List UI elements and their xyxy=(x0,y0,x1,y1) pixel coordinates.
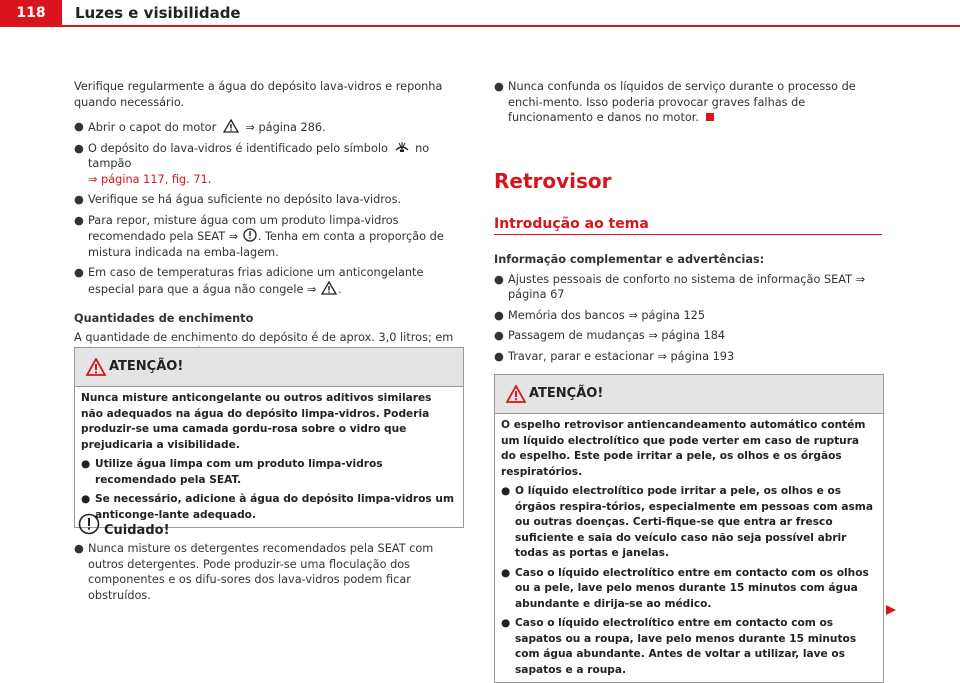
bullet-icon: ● xyxy=(494,272,504,286)
bullet-icon: ● xyxy=(501,566,511,579)
bullet-icon: ● xyxy=(74,213,84,227)
list-item: ● Para repor, misture água com um produto limpa-vidros recomendado pela SEAT ⇒ . Tenha em conta a proporção de mistura indicada na emba-lagem. xyxy=(74,213,444,259)
list-item: ● Verifique se há água suficiente no depósito lava-vidros. xyxy=(74,193,402,206)
continue-arrow-icon[interactable] xyxy=(885,604,897,616)
list-item: ● Se necessário, adicione à água do depósito limpa-vidros um anticonge-lante adequado. xyxy=(81,493,454,521)
list-item: ● Nunca confunda os líquidos de serviço durante o processo de enchi-mento. Isso poderia provocar graves falhas de funcionamento e danos no motor. xyxy=(494,80,856,124)
warning-text: Nunca misture anticongelante ou outros aditivos similares não adequados na água do depósito limpa-vidros. Poderia produzir-se uma camada gordu-rosa sobre o vidro que prejudicaria a visibilidade. xyxy=(81,392,432,451)
bullet-icon: ● xyxy=(74,266,84,279)
bullet-icon: ● xyxy=(494,329,504,342)
info-section xyxy=(494,252,884,364)
warning-title: ATENÇÃO! xyxy=(109,359,184,374)
intro-text: Verifique regularmente a água do depósito lava-vidros e reponha quando necessário. xyxy=(74,80,443,109)
bullet-icon: ● xyxy=(81,493,91,505)
section-title: Retrovisor xyxy=(494,169,612,193)
sub-text: A quantidade de enchimento do depósito é de aprox. 3,0 litros; em xyxy=(74,330,454,344)
sub-heading: Quantidades de enchimento xyxy=(74,312,254,325)
warning-box xyxy=(74,347,464,528)
subsection-title: Introdução ao tema xyxy=(494,216,882,235)
end-square-icon xyxy=(706,113,714,121)
warning-triangle-icon xyxy=(321,281,337,295)
caution-icon xyxy=(78,513,100,535)
warning-title: ATENÇÃO! xyxy=(529,386,604,401)
list-item: ● O líquido electrolítico pode irritar a pele, os olhos e os órgãos respira-tórios, especialmente em pessoas com asma ou outras doenças. Certi-fique-se que entra ar fresco suficiente e saia do veículo caso não seja possível abrir todas as portas e janelas. xyxy=(501,485,873,559)
warning-body xyxy=(495,413,883,682)
warning-body xyxy=(75,386,463,527)
warning-triangle-icon xyxy=(506,385,526,403)
list-item: ● Utilize água limpa com um produto limpa-vidros recomendado pela SEAT. xyxy=(81,458,383,486)
bullet-icon: ● xyxy=(74,193,84,206)
page-number: 118 xyxy=(0,0,62,27)
header-rule xyxy=(62,25,960,27)
bullet-icon: ● xyxy=(74,120,84,133)
list-item: ● Passagem de mudanças ⇒ página 184 xyxy=(494,329,726,342)
warning-triangle-icon xyxy=(86,358,106,376)
list-item: ● Nunca misture os detergentes recomendados pela SEAT com outros detergentes. Pode produzir-se uma floculação dos componentes e os difu-sores dos lava-vidros podem ficar obstruídos. xyxy=(74,542,434,602)
list-item: ● Caso o líquido electrolítico entre em contacto com os sapatos ou a roupa, lave pelo menos durante 15 minutos com água abundante. Antes de voltar a utilizar, lave os sapatos e a roupa. xyxy=(501,617,857,676)
list-item: ● Caso o líquido electrolítico entre em contacto com os olhos ou a pele, lave pelo menos durante 15 minutos com água abundante e dirija-se ao médico. xyxy=(501,566,869,610)
bullet-icon: ● xyxy=(501,485,511,497)
bullet-icon: ● xyxy=(494,80,504,93)
washer-fluid-symbol-icon xyxy=(394,141,410,153)
left-column xyxy=(74,79,464,361)
warning-triangle-icon xyxy=(223,119,239,133)
warning-text: O espelho retrovisor antiencandeamento automático contém um líquido electrolítico que pode verter em caso de ruptura do espelho. Este pode irritar a pele, os olhos e os órgãos respiratórios. xyxy=(501,419,866,478)
caution-icon xyxy=(243,228,257,242)
caution-body xyxy=(74,541,464,603)
right-column xyxy=(494,79,884,126)
bullet-icon: ● xyxy=(74,542,84,555)
warning-header xyxy=(75,348,463,386)
page-title: Luzes e visibilidade xyxy=(75,4,241,22)
bullet-icon: ● xyxy=(494,349,504,363)
list-item: ● Abrir o capot do motor ⇒ página 286. xyxy=(74,120,326,134)
list-item: ● Memória dos bancos ⇒ página 125 xyxy=(494,308,706,322)
caution-title: Cuidado! xyxy=(104,523,170,538)
list-item: ● Em caso de temperaturas frias adicione um anticongelante especial para que a água não congele ⇒ . xyxy=(74,266,424,296)
warning-box xyxy=(494,374,884,683)
page-link[interactable]: ⇒ página 117, fig. 71 xyxy=(88,172,208,186)
warning-header xyxy=(495,375,883,413)
list-item: ● O depósito do lava-vidros é identificado pelo símbolo no tampão ⇒ página 117, fig. 71. xyxy=(74,141,430,186)
bullet-icon: ● xyxy=(494,308,504,322)
list-item: ● Ajustes pessoais de conforto no sistema de informação SEAT ⇒ página 67 xyxy=(494,272,866,301)
bullet-icon: ● xyxy=(81,458,91,470)
list-item: ● Travar, parar e estacionar ⇒ página 193 xyxy=(494,349,735,363)
bullet-icon: ● xyxy=(501,617,511,629)
bullet-icon: ● xyxy=(74,141,84,155)
info-heading: Informação complementar e advertências: xyxy=(494,253,765,266)
